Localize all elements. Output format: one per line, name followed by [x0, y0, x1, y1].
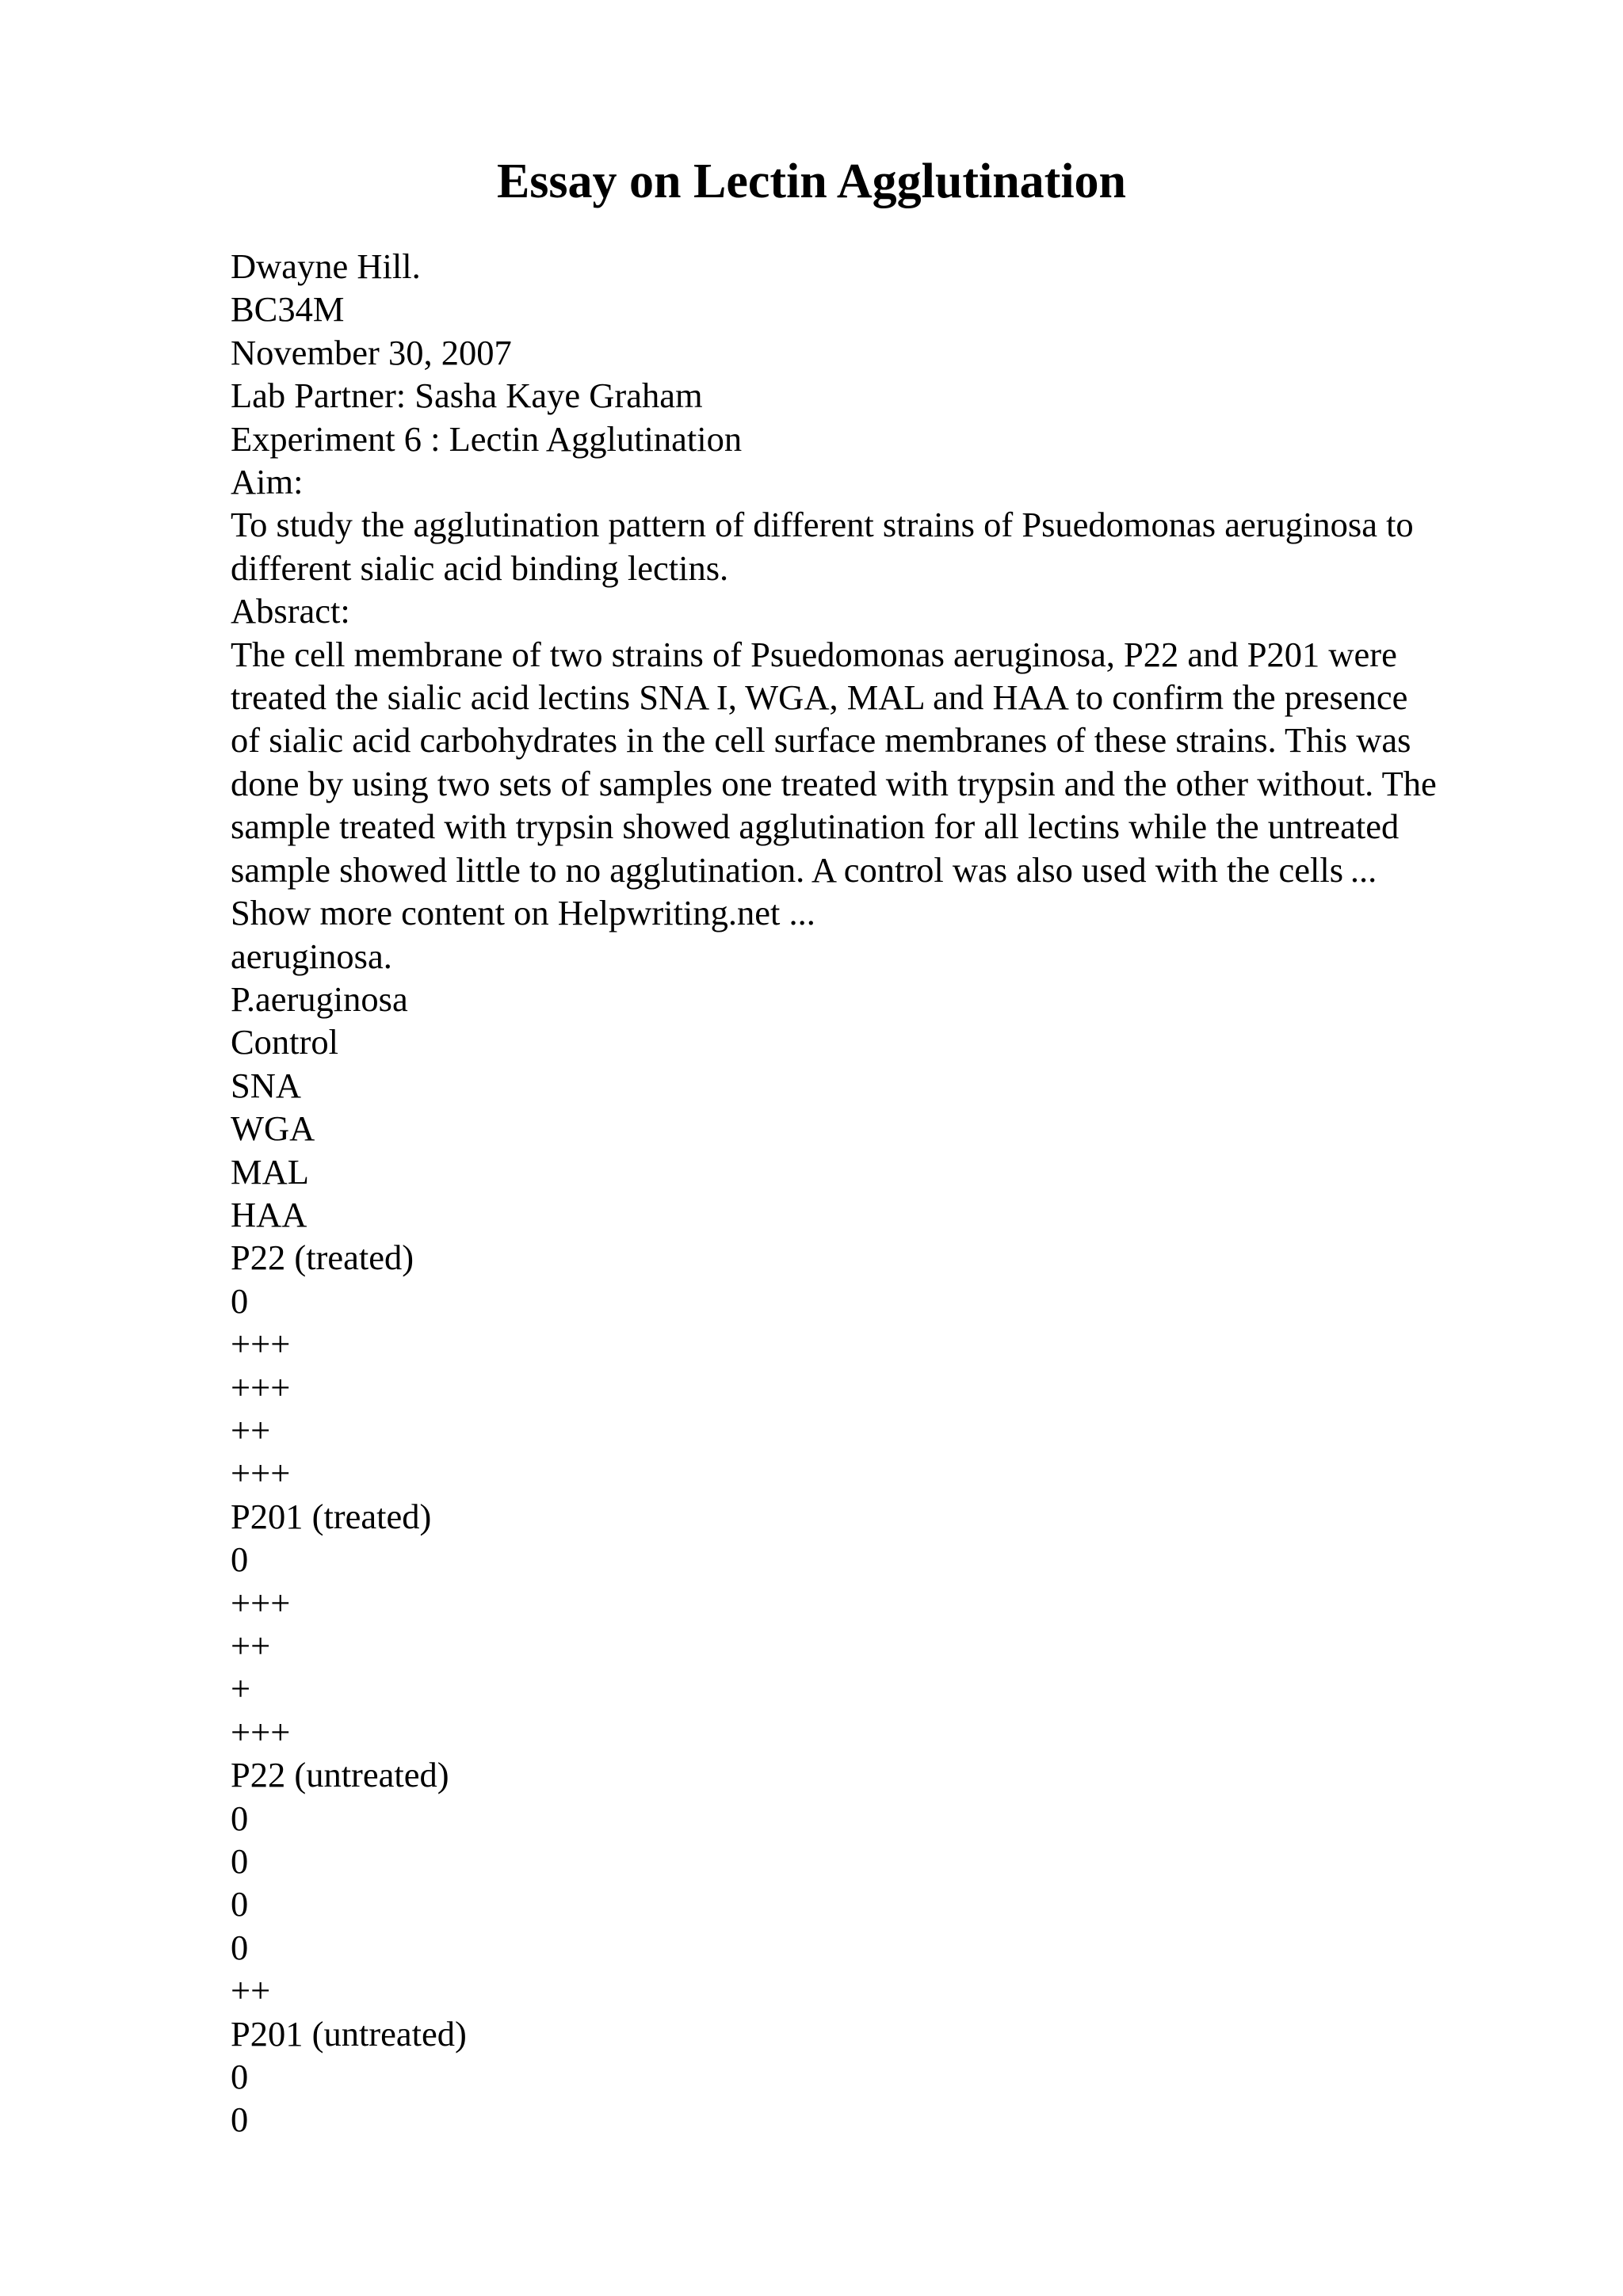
table-text-line: P.aeruginosa — [231, 978, 408, 1019]
table-text-line: ++ — [231, 1970, 271, 2011]
abstract-heading: Absract: — [231, 591, 350, 631]
abstract-text-line: of sialic acid carbohydrates in the cell surface membranes of these strains. This was — [231, 720, 1411, 761]
table-text-line: aeruginosa. — [231, 936, 392, 976]
document-body — [231, 245, 1514, 2142]
table-text-line: SNA — [231, 1065, 302, 1105]
table-text-line: +++ — [231, 1324, 291, 1364]
table-text-line: 0 — [231, 1798, 249, 1838]
table-text-line: MAL — [231, 1151, 309, 1192]
table-text-line: + — [231, 1669, 251, 1709]
abstract-text-line: The cell membrane of two strains of Psuedomonas aeruginosa, P22 and P201 were — [231, 634, 1397, 674]
table-text-line: 0 — [231, 1841, 249, 1882]
author-line: Dwayne Hill. — [231, 246, 421, 286]
table-text-line: ++ — [231, 1409, 271, 1450]
table-text-line: P22 (treated) — [231, 1238, 414, 1278]
course-line: BC34M — [231, 289, 345, 330]
table-text-line: +++ — [231, 1367, 291, 1407]
page-title: Essay on Lectin Agglutination — [496, 154, 1127, 208]
table-text-line: 0 — [231, 1927, 249, 1967]
table-text-line: +++ — [231, 1453, 291, 1493]
table-text-line: P201 (untreated) — [231, 2013, 467, 2054]
table-text-line: 0 — [231, 2100, 249, 2140]
table-text-line: Control — [231, 1022, 338, 1062]
show-more-link[interactable]: Show more content on Helpwriting.net ... — [231, 893, 815, 933]
abstract-text-line: sample treated with trypsin showed agglutination for all lectins while the untreated — [231, 807, 1400, 847]
experiment-line: Experiment 6 : Lectin Agglutination — [231, 418, 743, 459]
table-text-line: +++ — [231, 1582, 291, 1623]
date-line: November 30, 2007 — [231, 332, 512, 372]
table-text-line: 0 — [231, 1539, 249, 1580]
abstract-text-line: done by using two sets of samples one treated with trypsin and the other without. The — [231, 763, 1437, 803]
aim-heading: Aim: — [231, 462, 304, 502]
lab-partner-line: Lab Partner: Sasha Kaye Graham — [231, 376, 703, 416]
table-text-line: P201 (treated) — [231, 1496, 432, 1536]
abstract-text-line: sample showed little to no agglutination. A control was also used with the cells ... — [231, 849, 1377, 890]
aim-text-line: To study the agglutination pattern of different strains of Psuedomonas aeruginosa to — [231, 505, 1414, 545]
abstract-text-line: treated the sialic acid lectins SNA I, WGA, MAL and HAA to confirm the presence — [231, 677, 1408, 718]
table-text-line: ++ — [231, 1626, 271, 1665]
table-text-line: HAA — [231, 1194, 307, 1234]
table-text-line: +++ — [231, 1711, 291, 1752]
table-text-line: 0 — [231, 2057, 249, 2097]
table-text-line: 0 — [231, 1884, 249, 1924]
table-text-line: 0 — [231, 1280, 249, 1321]
aim-text-line: different sialic acid binding lectins. — [231, 547, 729, 588]
table-text-line: WGA — [231, 1108, 315, 1149]
table-text-line: P22 (untreated) — [231, 1755, 449, 1795]
